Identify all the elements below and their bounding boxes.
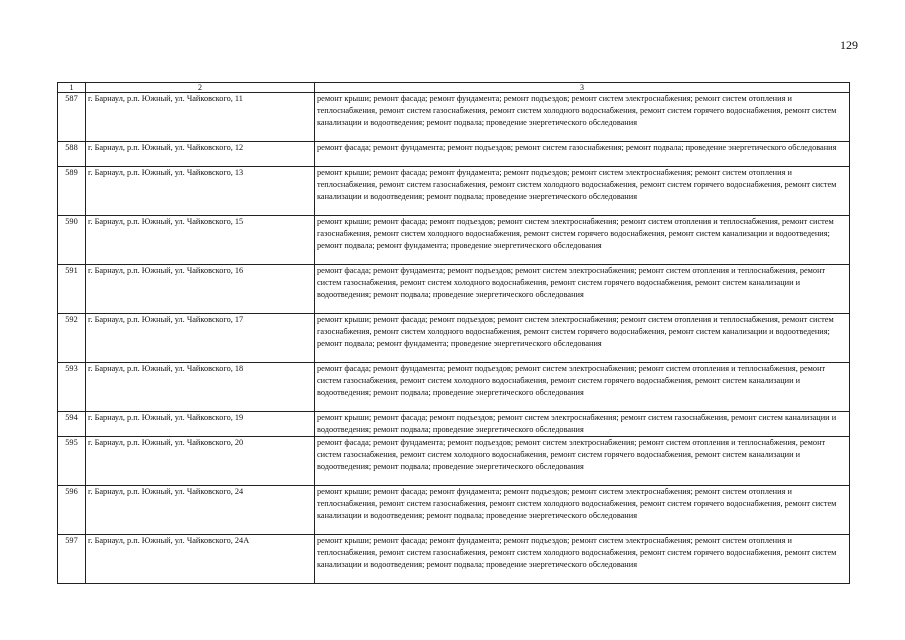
row-works: ремонт крыши; ремонт фасада; ремонт фундамента; ремонт подъездов; ремонт систем электроснабжения; ремонт систем отопления и теплоснабжения, ремонт систем газоснабжения, ремонт систем холодного водоснабжения, ремонт систем горячего водоснабжения, ремонт систем канализации и водоотведения; ремонт подвала; проведение энергетического обследования bbox=[315, 535, 850, 584]
column-header-works: 3 bbox=[315, 83, 850, 93]
row-number: 591 bbox=[58, 265, 86, 314]
row-number: 590 bbox=[58, 216, 86, 265]
table-row bbox=[58, 216, 850, 265]
row-address: г. Барнаул, р.п. Южный, ул. Чайковского, 15 bbox=[86, 216, 315, 265]
row-works: ремонт крыши; ремонт фасада; ремонт подъездов; ремонт систем электроснабжения; ремонт систем отопления и теплоснабжения, ремонт систем газоснабжения, ремонт систем холодного водоснабжения, ремонт систем горячего водоснабжения, ремонт систем канализации и водоотведения; ремонт подвала; ремонт фундамента; проведение энергетического обследования bbox=[315, 216, 850, 265]
table-row bbox=[58, 363, 850, 412]
page-number: 129 bbox=[840, 38, 858, 52]
row-address: г. Барнаул, р.п. Южный, ул. Чайковского, 11 bbox=[86, 93, 315, 142]
table-row bbox=[58, 265, 850, 314]
row-address: г. Барнаул, р.п. Южный, ул. Чайковского, 13 bbox=[86, 167, 315, 216]
row-address: г. Барнаул, р.п. Южный, ул. Чайковского, 20 bbox=[86, 437, 315, 486]
row-number: 593 bbox=[58, 363, 86, 412]
row-number: 594 bbox=[58, 412, 86, 437]
row-address: г. Барнаул, р.п. Южный, ул. Чайковского, 12 bbox=[86, 142, 315, 167]
row-number: 587 bbox=[58, 93, 86, 142]
row-works: ремонт крыши; ремонт фасада; ремонт фундамента; ремонт подъездов; ремонт систем электроснабжения; ремонт систем отопления и теплоснабжения, ремонт систем газоснабжения, ремонт систем холодного водоснабжения, ремонт систем горячего водоснабжения, ремонт систем канализации и водоотведения; ремонт подвала; проведение энергетического обследования bbox=[315, 486, 850, 535]
row-works: ремонт крыши; ремонт фасада; ремонт подъездов; ремонт систем электроснабжения; ремонт систем отопления и теплоснабжения, ремонт систем газоснабжения, ремонт систем холодного водоснабжения, ремонт систем горячего водоснабжения, ремонт систем канализации и водоотведения; ремонт подвала; ремонт фундамента; проведение энергетического обследования bbox=[315, 314, 850, 363]
table-row bbox=[58, 142, 850, 167]
table-row bbox=[58, 93, 850, 142]
row-works: ремонт фасада; ремонт фундамента; ремонт подъездов; ремонт систем электроснабжения; ремонт систем отопления и теплоснабжения, ремонт систем газоснабжения, ремонт систем холодного водоснабжения, ремонт систем горячего водоснабжения, ремонт систем канализации и водоотведения; ремонт подвала; проведение энергетического обследования bbox=[315, 437, 850, 486]
row-number: 592 bbox=[58, 314, 86, 363]
table-row bbox=[58, 412, 850, 437]
row-address: г. Барнаул, р.п. Южный, ул. Чайковского, 24А bbox=[86, 535, 315, 584]
row-address: г. Барнаул, р.п. Южный, ул. Чайковского, 17 bbox=[86, 314, 315, 363]
row-number: 595 bbox=[58, 437, 86, 486]
column-header-address: 2 bbox=[86, 83, 315, 93]
column-header-num: 1 bbox=[58, 83, 86, 93]
row-works: ремонт крыши; ремонт фасада; ремонт фундамента; ремонт подъездов; ремонт систем электроснабжения; ремонт систем отопления и теплоснабжения, ремонт систем газоснабжения, ремонт систем холодного водоснабжения, ремонт систем горячего водоснабжения, ремонт систем канализации и водоотведения; ремонт подвала; проведение энергетического обследования bbox=[315, 167, 850, 216]
row-number: 589 bbox=[58, 167, 86, 216]
table-row bbox=[58, 486, 850, 535]
row-address: г. Барнаул, р.п. Южный, ул. Чайковского, 16 bbox=[86, 265, 315, 314]
row-works: ремонт крыши; ремонт фасада; ремонт подъездов; ремонт систем электроснабжения; ремонт систем газоснабжения, ремонт систем канализации и водоотведения; ремонт подвала; проведение энергетического обследования bbox=[315, 412, 850, 437]
row-number: 596 bbox=[58, 486, 86, 535]
table-row bbox=[58, 535, 850, 584]
row-works: ремонт фасада; ремонт фундамента; ремонт подъездов; ремонт систем электроснабжения; ремонт систем отопления и теплоснабжения, ремонт систем газоснабжения, ремонт систем холодного водоснабжения, ремонт систем горячего водоснабжения, ремонт систем канализации и водоотведения; ремонт подвала; проведение энергетического обследования bbox=[315, 363, 850, 412]
row-number: 588 bbox=[58, 142, 86, 167]
row-address: г. Барнаул, р.п. Южный, ул. Чайковского, 18 bbox=[86, 363, 315, 412]
table-row bbox=[58, 437, 850, 486]
row-number: 597 bbox=[58, 535, 86, 584]
row-address: г. Барнаул, р.п. Южный, ул. Чайковского, 19 bbox=[86, 412, 315, 437]
row-address: г. Барнаул, р.п. Южный, ул. Чайковского, 24 bbox=[86, 486, 315, 535]
table-row bbox=[58, 167, 850, 216]
table-header-row bbox=[58, 83, 850, 93]
row-works: ремонт фасада; ремонт фундамента; ремонт подъездов; ремонт систем газоснабжения; ремонт подвала; проведение энергетического обследования bbox=[315, 142, 850, 167]
row-works: ремонт фасада; ремонт фундамента; ремонт подъездов; ремонт систем электроснабжения; ремонт систем отопления и теплоснабжения, ремонт систем газоснабжения, ремонт систем холодного водоснабжения, ремонт систем горячего водоснабжения, ремонт систем канализации и водоотведения; ремонт подвала; проведение энергетического обследования bbox=[315, 265, 850, 314]
row-works: ремонт крыши; ремонт фасада; ремонт фундамента; ремонт подъездов; ремонт систем электроснабжения; ремонт систем отопления и теплоснабжения, ремонт систем газоснабжения, ремонт систем холодного водоснабжения, ремонт систем горячего водоснабжения, ремонт систем канализации и водоотведения; ремонт подвала; проведение энергетического обследования bbox=[315, 93, 850, 142]
registry-table bbox=[57, 82, 850, 584]
table-row bbox=[58, 314, 850, 363]
